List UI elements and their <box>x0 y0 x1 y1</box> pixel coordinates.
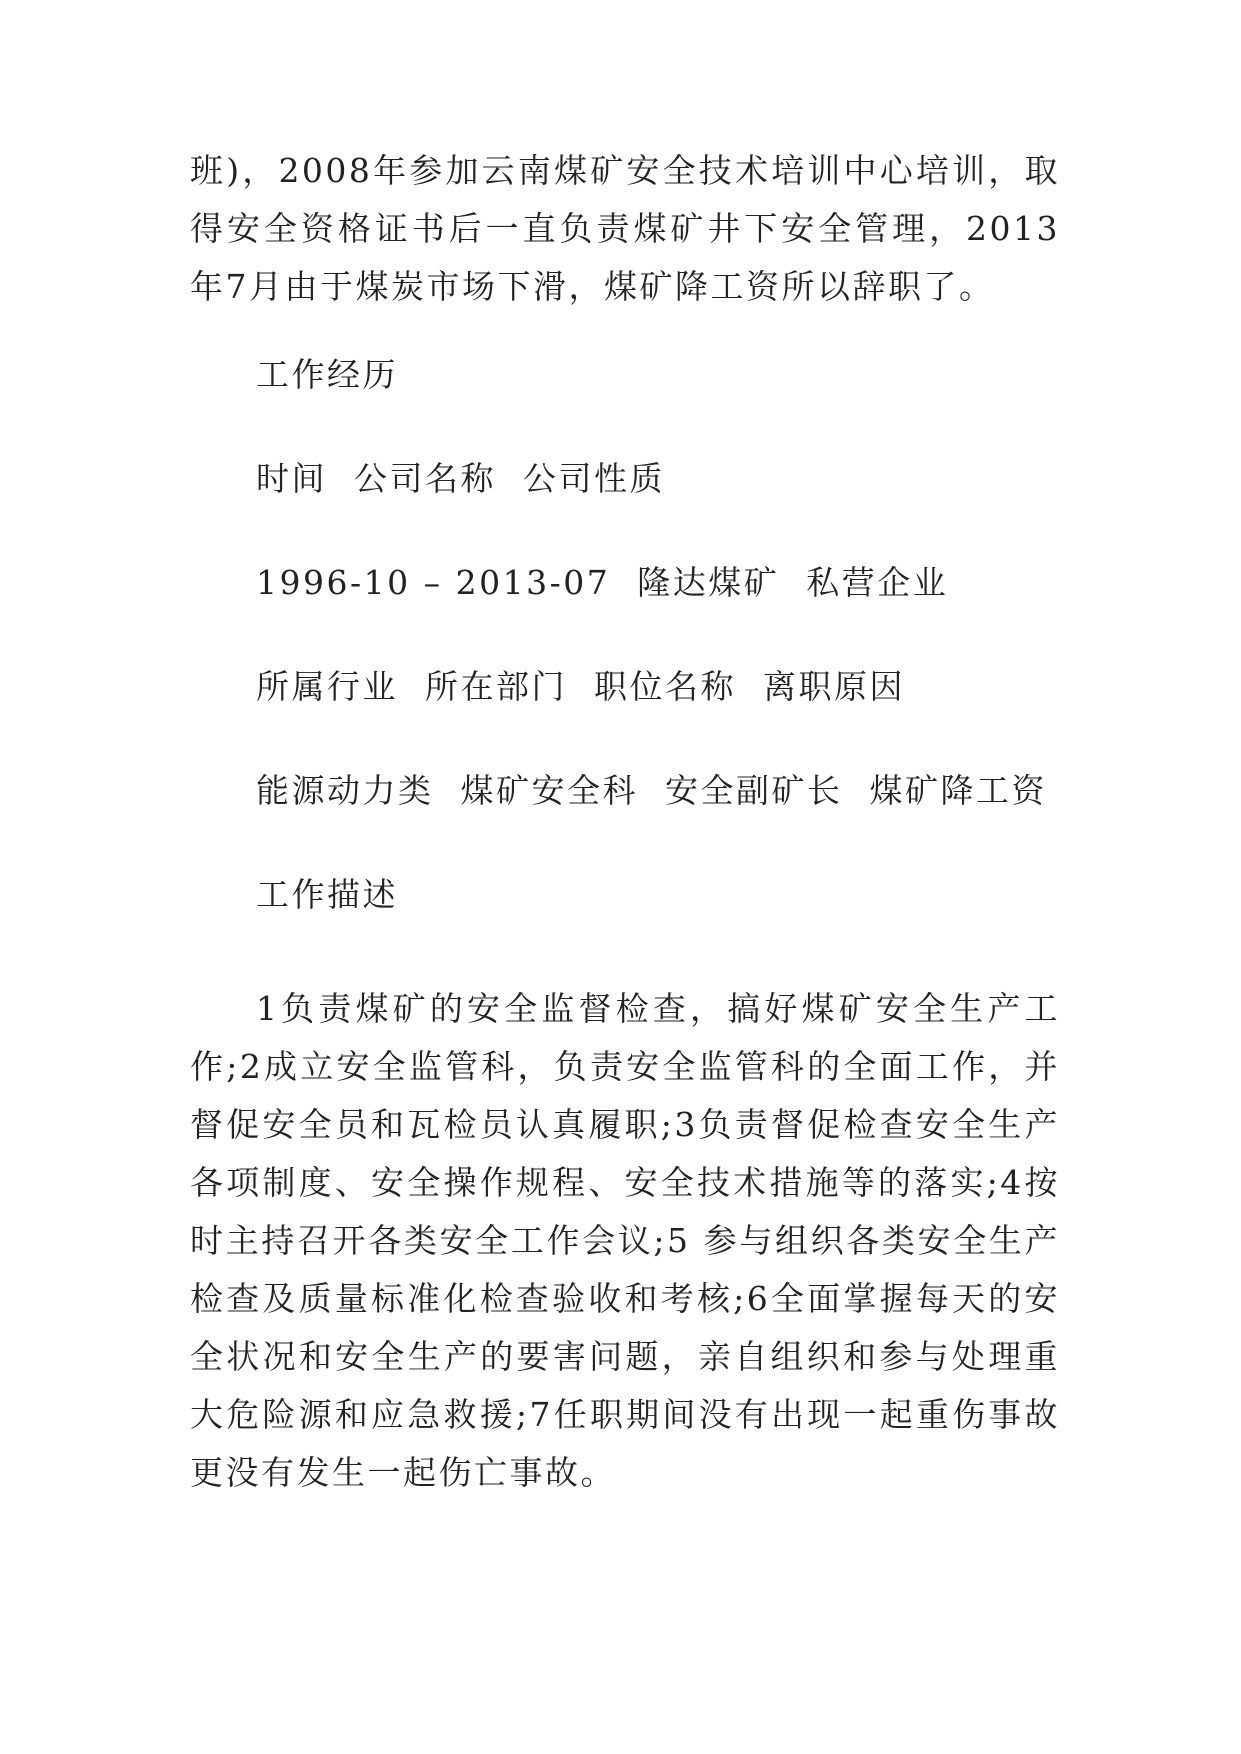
value-company-name: 隆达煤矿 <box>637 563 780 602</box>
intro-paragraph: 班)，2008年参加云南煤矿安全技术培训中心培训，取得安全资格证书后一直负责煤矿井下安全管理，2013年7月由于煤炭市场下滑，煤矿降工资所以辞职了。 <box>190 151 1060 306</box>
header-department: 所在部门 <box>425 667 567 706</box>
value-period: 1996-10 – 2013-07 <box>256 563 611 602</box>
data-row-1 <box>256 561 948 605</box>
header-row-2 <box>256 665 905 709</box>
header-row-1 <box>256 457 665 501</box>
data-row-2 <box>256 769 1047 813</box>
value-position: 安全副矿长 <box>665 771 843 810</box>
header-company-type: 公司性质 <box>523 459 665 498</box>
value-company-type: 私营企业 <box>806 563 949 602</box>
work-description-heading: 工作描述 <box>256 875 398 914</box>
header-company-name: 公司名称 <box>354 459 496 498</box>
value-industry: 能源动力类 <box>256 771 434 810</box>
header-industry: 所属行业 <box>256 667 398 706</box>
value-leave-reason: 煤矿降工资 <box>869 771 1047 810</box>
header-position: 职位名称 <box>594 667 736 706</box>
header-time: 时间 <box>256 459 327 498</box>
header-leave-reason: 离职原因 <box>763 667 905 706</box>
work-description-paragraph: 1负责煤矿的安全监督检查，搞好煤矿安全生产工作;2成立安全监管科，负责安全监管科的全面工作，并督促安全员和瓦检员认真履职;3负责督促检查安全生产各项制度、安全操作规程、安全技术措施等的落实;4按时主持召开各类安全工作会议;5 参与组织各类安全生产检查及质量标准化检查验收和考核;6全面掌握每天的安全状况和安全生产的要害问题，亲自组织和参与处理重大危险源和应急救援;7任职期间没有出现一起重伤事故更没有发生一起伤亡事故。 <box>190 989 1060 1492</box>
work-history-heading: 工作经历 <box>256 355 398 394</box>
value-department: 煤矿安全科 <box>460 771 638 810</box>
